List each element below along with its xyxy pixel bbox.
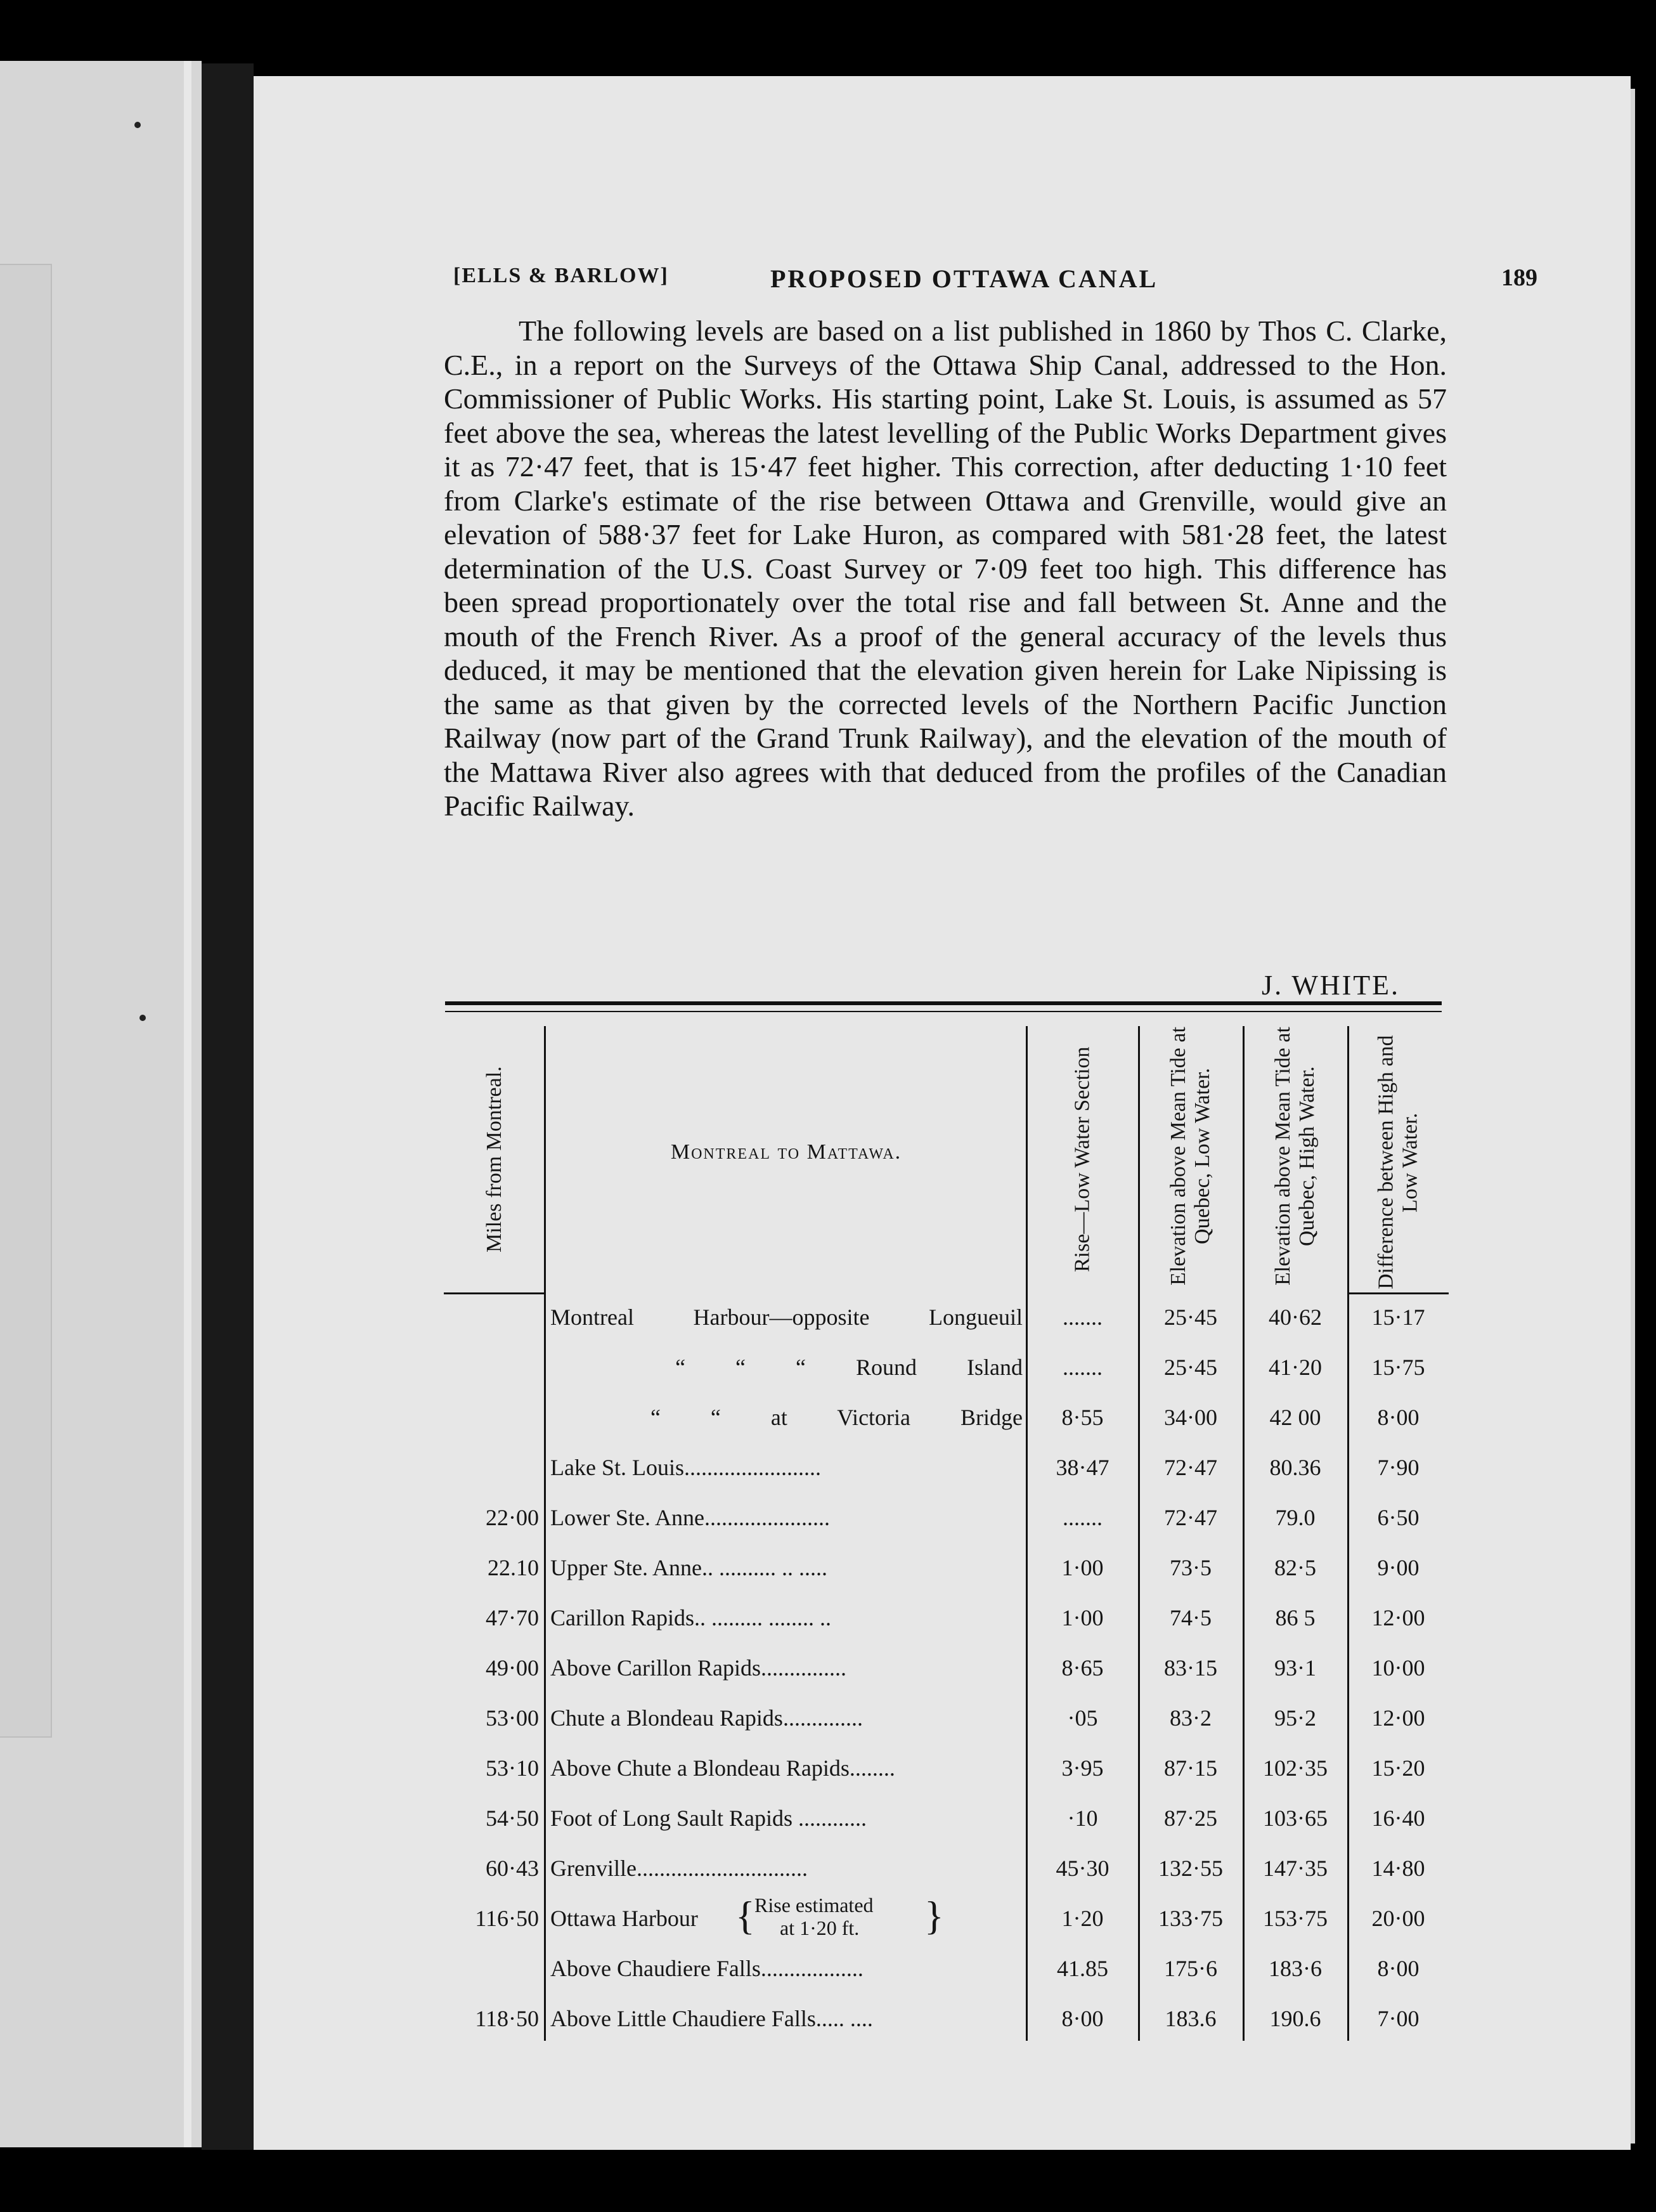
cell-place: Above Little Chaudiere Falls..... .... bbox=[550, 2006, 873, 2031]
cell-diff: 12·00 bbox=[1371, 1705, 1425, 1731]
cell-place: Lower Ste. Anne...................... bbox=[550, 1505, 830, 1530]
cell-rise: ....... bbox=[1063, 1505, 1103, 1530]
cell-place-note-line2: at 1·20 ft. bbox=[780, 1916, 860, 1939]
book-page bbox=[254, 76, 1631, 2150]
cell-miles: 22.10 bbox=[488, 1555, 539, 1580]
cell-diff: 15·20 bbox=[1371, 1755, 1425, 1781]
cell-elev-low: 175·6 bbox=[1164, 1956, 1217, 1981]
cell-rise: 1·00 bbox=[1061, 1605, 1104, 1630]
cell-miles: 49·00 bbox=[486, 1655, 539, 1681]
cell-miles: 53·00 bbox=[486, 1705, 539, 1731]
cell-diff: 16·40 bbox=[1371, 1805, 1425, 1831]
table-row bbox=[444, 1743, 1449, 1794]
left-page-fold bbox=[184, 61, 191, 2147]
speck bbox=[139, 1015, 146, 1021]
cell-elev-low: 83·15 bbox=[1164, 1655, 1217, 1681]
table-row bbox=[444, 1543, 1449, 1594]
table-row bbox=[444, 1994, 1449, 2045]
header-miles: Miles from Montreal. bbox=[482, 1066, 506, 1252]
cell-elev-high: 82·5 bbox=[1274, 1555, 1316, 1580]
header-elev-high: Elevation above Mean Tide at Quebec, High Water. bbox=[1271, 1027, 1319, 1285]
cell-elev-high: 93·1 bbox=[1274, 1655, 1316, 1681]
cell-elev-high: 80.36 bbox=[1269, 1455, 1321, 1480]
levels-table bbox=[444, 1013, 1449, 2041]
cell-place: Ottawa Harbour bbox=[550, 1906, 698, 1931]
cell-elev-low: 72·47 bbox=[1164, 1505, 1217, 1530]
cell-diff: 8·00 bbox=[1377, 1956, 1420, 1981]
cell-elev-low: 133·75 bbox=[1158, 1906, 1223, 1931]
cell-elev-low: 183.6 bbox=[1165, 2006, 1217, 2031]
brace-left-icon: { bbox=[735, 1893, 755, 1938]
cell-place: Foot of Long Sault Rapids ............ bbox=[550, 1805, 867, 1831]
cell-miles: 47·70 bbox=[486, 1605, 539, 1630]
cell-place: Above Chaudiere Falls.................. bbox=[550, 1956, 864, 1981]
cell-rise: 8·65 bbox=[1061, 1655, 1104, 1681]
cell-rise: ....... bbox=[1063, 1304, 1103, 1330]
cell-elev-high: 79.0 bbox=[1275, 1505, 1316, 1530]
cell-place: “ “ at Victoria Bridge bbox=[650, 1405, 1023, 1430]
cell-place: Chute a Blondeau Rapids.............. bbox=[550, 1705, 863, 1731]
cell-diff: 6·50 bbox=[1377, 1505, 1420, 1530]
cell-diff: 14·80 bbox=[1371, 1856, 1425, 1881]
cell-elev-high: 153·75 bbox=[1263, 1906, 1328, 1931]
cell-diff: 7·00 bbox=[1377, 2006, 1420, 2031]
cell-elev-high: 103·65 bbox=[1263, 1805, 1328, 1831]
table-row bbox=[444, 1894, 1449, 1944]
table-row bbox=[444, 1643, 1449, 1694]
page-number: 189 bbox=[1501, 264, 1537, 291]
cell-elev-high: 102·35 bbox=[1263, 1755, 1328, 1781]
cell-rise: ....... bbox=[1063, 1355, 1103, 1380]
cell-elev-low: 132·55 bbox=[1158, 1856, 1223, 1881]
left-page-inner bbox=[0, 264, 52, 1738]
cell-elev-high: 40·62 bbox=[1269, 1304, 1322, 1330]
cell-rise: 38·47 bbox=[1056, 1455, 1109, 1480]
table-row bbox=[444, 1593, 1449, 1644]
cell-diff: 15·17 bbox=[1371, 1304, 1425, 1330]
table-top-rule-thin bbox=[445, 1011, 1442, 1012]
book-spine bbox=[202, 63, 254, 2150]
table-row bbox=[444, 1493, 1449, 1544]
speck bbox=[134, 122, 141, 128]
cell-elev-low: 25·45 bbox=[1164, 1355, 1217, 1380]
cell-elev-low: 72·47 bbox=[1164, 1455, 1217, 1480]
cell-miles: 116·50 bbox=[475, 1906, 539, 1931]
running-head-authors: [ELLS & BARLOW] bbox=[453, 264, 669, 287]
cell-miles: 118·50 bbox=[475, 2006, 539, 2031]
cell-diff: 20·00 bbox=[1371, 1906, 1425, 1931]
cell-diff: 7·90 bbox=[1377, 1455, 1420, 1480]
cell-elev-low: 87·25 bbox=[1164, 1805, 1217, 1831]
cell-miles: 60·43 bbox=[486, 1856, 539, 1881]
header-place: Montreal to Mattawa. bbox=[670, 1140, 902, 1164]
header-rise: Rise—Low Water Section bbox=[1070, 1046, 1094, 1272]
cell-diff: 15·75 bbox=[1371, 1355, 1425, 1380]
cell-elev-high: 95·2 bbox=[1274, 1705, 1316, 1731]
cell-elev-low: 34·00 bbox=[1164, 1405, 1217, 1430]
cell-diff: 10·00 bbox=[1371, 1655, 1425, 1681]
cell-elev-high: 190.6 bbox=[1269, 2006, 1321, 2031]
cell-diff: 9·00 bbox=[1377, 1555, 1420, 1580]
table-row bbox=[444, 1844, 1449, 1894]
header-diff: Difference between High and Low Water. bbox=[1374, 1035, 1422, 1290]
body-paragraph: The following levels are based on a list published in 1860 by Thos C. Clarke, C.E., in a report on the Surveys of the Ottawa Ship Canal, addressed to the Hon. Commissioner of Public Works. His starting point, Lake St. Louis, is assumed as 57 feet above the sea, whereas the latest levelling of the Public Works Department gives it as 72·47 feet, that is 15·47 feet higher. This correction, after deducting 1·10 feet from Clarke's estimate of the rise between Ottawa and Grenville, would give an elevation of 588·37 feet for Lake Huron, as compared with 581·28 feet, the latest determination of the U.S. Coast Survey or 7·09 feet too high. This difference has been spread proportionately over the total rise and fall between St. Anne and the mouth of the French River. As a proof of the general accuracy of the levels thus deduced, it may be mentioned that the elevation given herein for Lake Nipissing is the same as that given by the corrected levels of the Northern Pacific Junction Railway (now part of the Grand Trunk Railway), and the elevation of the mouth of the Mattawa River also agrees with that deduced from the profiles of the Canadian Pacific Railway. bbox=[444, 315, 1447, 822]
cell-rise: 1·00 bbox=[1061, 1555, 1104, 1580]
cell-elev-high: 183·6 bbox=[1269, 1956, 1322, 1981]
cell-place: Upper Ste. Anne.. .......... .. ..... bbox=[550, 1555, 827, 1580]
cell-elev-low: 87·15 bbox=[1164, 1755, 1217, 1781]
cell-place: Above Carillon Rapids............... bbox=[550, 1655, 846, 1681]
cell-elev-low: 83·2 bbox=[1170, 1705, 1212, 1731]
cell-rise: ·05 bbox=[1067, 1705, 1098, 1731]
cell-elev-high: 42 00 bbox=[1269, 1405, 1321, 1430]
table-row bbox=[444, 1944, 1449, 1994]
running-head-title: PROPOSED OTTAWA CANAL bbox=[770, 264, 1158, 293]
cell-rise: 3·95 bbox=[1061, 1755, 1104, 1781]
cell-place-note-line1: Rise estimated bbox=[754, 1894, 874, 1916]
cell-place: Carillon Rapids.. ......... ........ .. bbox=[550, 1605, 831, 1630]
left-page-edge bbox=[0, 61, 202, 2147]
cell-elev-low: 25·45 bbox=[1164, 1304, 1217, 1330]
cell-elev-high: 86 5 bbox=[1275, 1605, 1316, 1630]
cell-miles: 54·50 bbox=[486, 1805, 539, 1831]
cell-rise: ·10 bbox=[1067, 1805, 1098, 1831]
cell-elev-high: 147·35 bbox=[1263, 1856, 1328, 1881]
brace-right-icon: } bbox=[924, 1893, 944, 1938]
cell-miles: 22·00 bbox=[486, 1505, 539, 1530]
signature: J. WHITE. bbox=[1262, 970, 1400, 1001]
cell-elev-low: 74·5 bbox=[1170, 1605, 1212, 1630]
table-row bbox=[444, 1343, 1449, 1393]
table-row bbox=[444, 1693, 1449, 1744]
cell-rise: 8·55 bbox=[1061, 1405, 1104, 1430]
cell-place: Lake St. Louis........................ bbox=[550, 1455, 821, 1480]
cell-place: Grenville.............................. bbox=[550, 1856, 808, 1881]
table-top-rule bbox=[445, 1001, 1442, 1005]
cell-miles: 53·10 bbox=[486, 1755, 539, 1781]
cell-place: Above Chute a Blondeau Rapids........ bbox=[550, 1755, 895, 1781]
cell-rise: 8·00 bbox=[1061, 2006, 1104, 2031]
cell-elev-low: 73·5 bbox=[1170, 1555, 1212, 1580]
cell-rise: 41.85 bbox=[1057, 1956, 1108, 1981]
table-row bbox=[444, 1292, 1449, 1343]
cell-diff: 12·00 bbox=[1371, 1605, 1425, 1630]
table-row bbox=[444, 1443, 1449, 1493]
cell-elev-high: 41·20 bbox=[1269, 1355, 1322, 1380]
header-elev-low: Elevation above Mean Tide at Quebec, Low Water. bbox=[1167, 1027, 1214, 1285]
cell-place: “ “ “ Round Island bbox=[675, 1355, 1023, 1380]
table-row bbox=[444, 1793, 1449, 1844]
cell-diff: 8·00 bbox=[1377, 1405, 1420, 1430]
cell-rise: 1·20 bbox=[1061, 1906, 1104, 1931]
running-head bbox=[453, 264, 1537, 302]
cell-rise: 45·30 bbox=[1056, 1856, 1109, 1881]
cell-place: Montreal Harbour—opposite Longueuil bbox=[550, 1304, 1023, 1330]
table-row bbox=[444, 1393, 1449, 1443]
